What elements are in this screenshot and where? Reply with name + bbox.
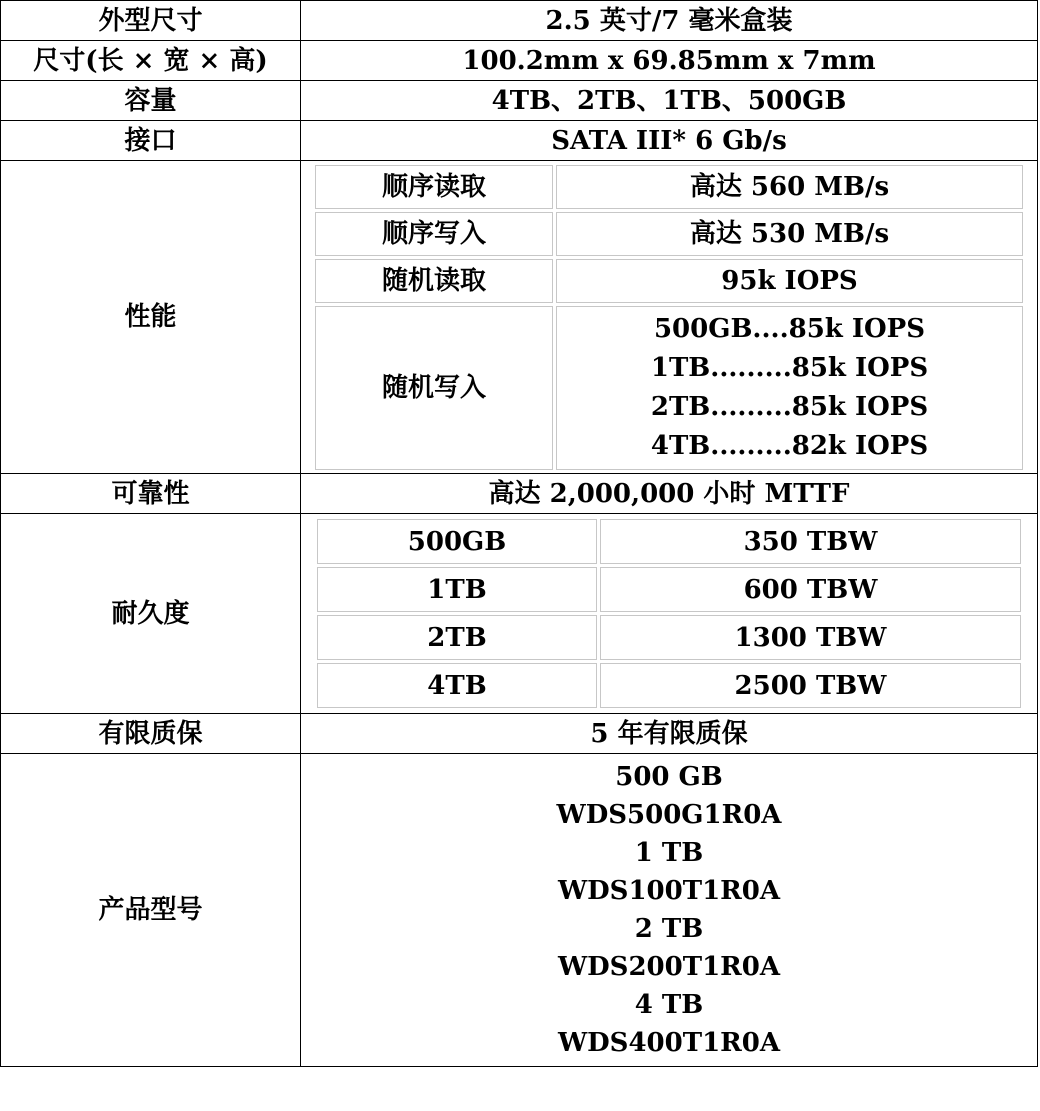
row-warranty	[1, 714, 1038, 754]
row-label: 外型尺寸	[1, 1, 301, 41]
endurance-row	[317, 615, 1021, 660]
row-label: 可靠性	[1, 474, 301, 514]
random-write-line: 1TB.........85k IOPS	[650, 352, 929, 383]
model-line: 4 TB	[634, 990, 704, 1020]
performance-value: 高达 530 MB/s	[556, 212, 1023, 256]
endurance-tbw: 2500 TBW	[600, 663, 1021, 708]
performance-cell	[301, 161, 1038, 474]
performance-value: 高达 560 MB/s	[556, 165, 1023, 209]
models-cell	[301, 754, 1038, 1067]
row-dimensions	[1, 41, 1038, 81]
endurance-tbw: 350 TBW	[600, 519, 1021, 564]
performance-row	[315, 165, 1023, 209]
endurance-capacity: 4TB	[317, 663, 597, 708]
endurance-capacity: 500GB	[317, 519, 597, 564]
model-line: WDS100T1R0A	[557, 876, 781, 906]
performance-row	[315, 212, 1023, 256]
performance-metric: 随机写入	[315, 306, 553, 470]
row-label: 产品型号	[1, 754, 301, 1067]
row-value: 100.2mm x 69.85mm x 7mm	[301, 41, 1038, 81]
model-line: 2 TB	[634, 914, 704, 944]
endurance-tbw: 1300 TBW	[600, 615, 1021, 660]
row-capacity	[1, 81, 1038, 121]
model-line: WDS200T1R0A	[557, 952, 781, 982]
row-label: 尺寸(长 × 宽 × 高)	[1, 41, 301, 81]
performance-row	[315, 306, 1023, 470]
performance-metric: 随机读取	[315, 259, 553, 303]
row-interface	[1, 121, 1038, 161]
row-value: 2.5 英寸/7 毫米盒装	[301, 1, 1038, 41]
row-endurance	[1, 514, 1038, 714]
row-value: 高达 2,000,000 小时 MTTF	[301, 474, 1038, 514]
row-value: 4TB、2TB、1TB、500GB	[301, 81, 1038, 121]
performance-value: 95k IOPS	[556, 259, 1023, 303]
model-line: 500 GB	[615, 762, 723, 792]
row-value: 5 年有限质保	[301, 714, 1038, 754]
performance-table	[312, 162, 1026, 473]
endurance-row	[317, 567, 1021, 612]
model-line: WDS400T1R0A	[557, 1028, 781, 1058]
model-line: 1 TB	[634, 838, 704, 868]
row-reliability	[1, 474, 1038, 514]
endurance-cell	[301, 514, 1038, 714]
random-write-line: 2TB.........85k IOPS	[650, 391, 929, 422]
row-label: 接口	[1, 121, 301, 161]
row-label: 有限质保	[1, 714, 301, 754]
row-form-factor	[1, 1, 1038, 41]
endurance-row	[317, 519, 1021, 564]
random-write-line: 500GB....85k IOPS	[653, 313, 926, 344]
endurance-capacity: 1TB	[317, 567, 597, 612]
performance-metric: 顺序写入	[315, 212, 553, 256]
row-models	[1, 754, 1038, 1067]
random-write-line: 4TB.........82k IOPS	[650, 430, 929, 461]
performance-value-list	[556, 306, 1023, 470]
performance-row	[315, 259, 1023, 303]
endurance-table	[314, 516, 1024, 711]
row-label: 性能	[1, 161, 301, 474]
endurance-tbw: 600 TBW	[600, 567, 1021, 612]
row-performance	[1, 161, 1038, 474]
model-line: WDS500G1R0A	[556, 800, 782, 830]
row-label: 耐久度	[1, 514, 301, 714]
performance-metric: 顺序读取	[315, 165, 553, 209]
endurance-row	[317, 663, 1021, 708]
row-label: 容量	[1, 81, 301, 121]
row-value: SATA III* 6 Gb/s	[301, 121, 1038, 161]
endurance-capacity: 2TB	[317, 615, 597, 660]
